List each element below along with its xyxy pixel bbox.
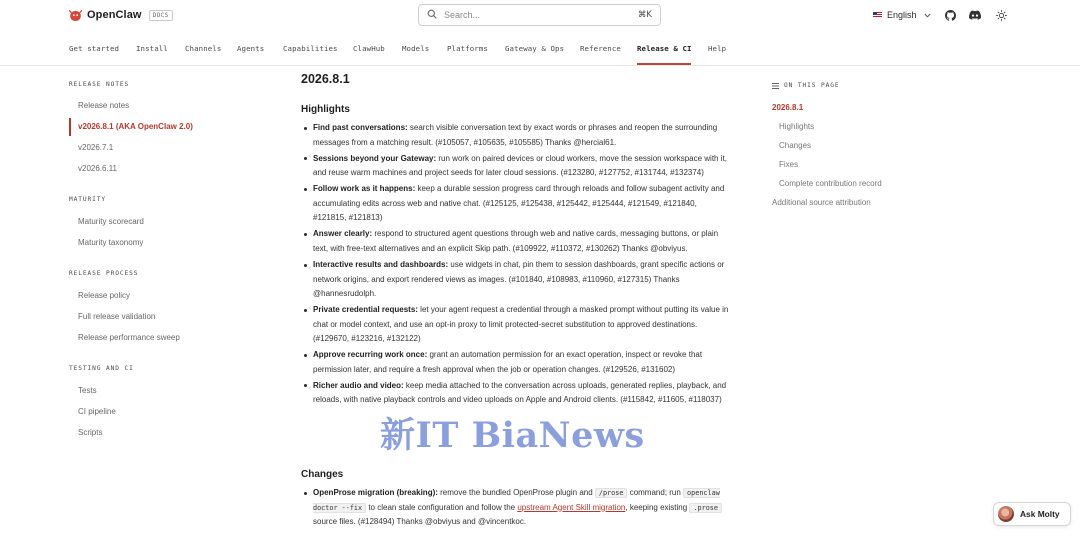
tab-help[interactable]: Help bbox=[708, 44, 727, 53]
list-item: Sessions beyond your Gateway: run work on paired devices or cloud workers, move the session workspace with it, and reuse warm machines and project seeds for later cloud sessions. (#123280, #127752, #131744, #132374) bbox=[301, 152, 731, 181]
toc-item-source-attribution[interactable]: Additional source attribution bbox=[772, 198, 871, 207]
docs-badge: DOCS bbox=[149, 10, 173, 21]
list-item: Richer audio and video: keep media attached to the conversation across uploads, generated replies, playback, and reloads, with native playback controls and video uploads on Apple and Android clients. (#115842, #11605, #118037) bbox=[301, 379, 731, 408]
page-title: 2026.8.1 bbox=[301, 72, 350, 86]
list-item: Answer clearly: respond to structured agent questions through web and native cards, messaging buttons, or plain text, with free-text alternatives and an explicit Skip path. (#109922, #110372, #130262) Thanks @obviyus. bbox=[301, 227, 731, 256]
tab-release-ci[interactable]: Release & CI bbox=[637, 44, 692, 53]
brand-name: OpenClaw bbox=[87, 9, 142, 21]
search-icon bbox=[427, 6, 437, 24]
us-flag-icon bbox=[873, 12, 882, 18]
sidebar-item-full-release-validation[interactable]: Full release validation bbox=[78, 312, 156, 321]
discord-icon[interactable] bbox=[969, 9, 981, 21]
brand-logo[interactable] bbox=[69, 9, 173, 21]
language-label: English bbox=[887, 10, 917, 20]
section-tabs bbox=[0, 31, 1080, 66]
tab-clawhub[interactable]: ClawHub bbox=[353, 44, 385, 53]
inline-code: .prose bbox=[689, 503, 722, 513]
sidebar-item-tests[interactable]: Tests bbox=[78, 386, 97, 395]
highlights-list bbox=[301, 121, 731, 409]
tab-get-started[interactable]: Get started bbox=[69, 44, 120, 53]
tab-install[interactable]: Install bbox=[136, 44, 168, 53]
ask-molty-button[interactable] bbox=[993, 502, 1071, 526]
sidebar-item-v2026-6-11[interactable]: v2026.6.11 bbox=[78, 164, 117, 173]
sidebar-item-release-performance-sweep[interactable]: Release performance sweep bbox=[78, 333, 180, 342]
list-item: Approve recurring work once: grant an automation permission for an exact operation, inspect or revoke that permission later, and require a fresh approval when the job or operation changes. (#129526, #131602) bbox=[301, 348, 731, 377]
sidebar-item-v2026-7-1[interactable]: v2026.7.1 bbox=[78, 143, 114, 152]
top-header bbox=[0, 0, 1080, 31]
sidebar-item-scripts[interactable]: Scripts bbox=[78, 428, 103, 437]
inline-code: openclaw doctor --fix bbox=[313, 489, 720, 512]
changes-heading: Changes bbox=[301, 469, 344, 480]
tab-agents[interactable]: Agents bbox=[237, 44, 265, 53]
tab-reference[interactable]: Reference bbox=[580, 44, 621, 53]
tab-capabilities[interactable]: Capabilities bbox=[283, 44, 338, 53]
inline-code: /prose bbox=[595, 488, 628, 498]
sidebar-heading-release-notes: RELEASE NOTES bbox=[69, 81, 130, 88]
list-icon bbox=[772, 83, 779, 89]
toc-item-highlights[interactable]: Highlights bbox=[779, 122, 815, 131]
watermark: 新IT BiaNews bbox=[380, 415, 645, 456]
list-item: Interactive results and dashboards: use widgets in chat, pin them to session dashboards, grant specific actions or network origins, and export rendered views as images. (#101840, #108983, #110960, #127315) Thanks @hannesrudolph. bbox=[301, 258, 731, 302]
migration-link[interactable]: upstream Agent Skill migration bbox=[517, 502, 626, 512]
sidebar-item-ci-pipeline[interactable]: CI pipeline bbox=[78, 407, 116, 416]
toc-heading: ON THIS PAGE bbox=[772, 82, 840, 89]
toc-item-fixes[interactable]: Fixes bbox=[779, 160, 799, 169]
list-item: OpenProse migration (breaking): remove the bundled OpenProse plugin and /prose command; run openclaw doctor --fix to clean stale configuration and follow the upstream Agent Skill migration, keeping existing .prose source files. (#128494) Thanks @obviyus and @vincentkoc. bbox=[301, 486, 731, 530]
sidebar-item-maturity-scorecard[interactable]: Maturity scorecard bbox=[78, 217, 144, 226]
toc-item-contribution-record[interactable]: Complete contribution record bbox=[779, 179, 882, 188]
main-content bbox=[301, 66, 731, 537]
active-tab-indicator bbox=[637, 63, 691, 65]
tab-channels[interactable]: Channels bbox=[185, 44, 222, 53]
language-selector[interactable] bbox=[873, 10, 931, 20]
list-item: Follow work as it happens: keep a durable session progress card through reloads and follow subagent activity and accumulating edits across web and native chat. (#125125, #125438, #125442, #125444, #121549, #121840, #121815, #121813) bbox=[301, 182, 731, 226]
sidebar-item-release-policy[interactable]: Release policy bbox=[78, 291, 131, 300]
github-icon[interactable] bbox=[944, 9, 956, 21]
changes-list bbox=[301, 486, 731, 531]
sidebar-item-maturity-taxonomy[interactable]: Maturity taxonomy bbox=[78, 238, 144, 247]
sun-icon[interactable] bbox=[995, 9, 1007, 21]
sidebar-heading-maturity: MATURITY bbox=[69, 196, 107, 203]
search-shortcut: ⌘K bbox=[637, 10, 652, 20]
search-input[interactable] bbox=[418, 4, 661, 26]
tab-gateway-ops[interactable]: Gateway & Ops bbox=[505, 44, 565, 53]
active-item-rail bbox=[69, 118, 71, 136]
tab-platforms[interactable]: Platforms bbox=[447, 44, 488, 53]
openclaw-logo-icon bbox=[69, 9, 82, 21]
search-placeholder: Search... bbox=[444, 10, 481, 20]
tab-models[interactable]: Models bbox=[402, 44, 430, 53]
avatar bbox=[998, 506, 1014, 522]
sidebar-heading-testing-ci: TESTING AND CI bbox=[69, 365, 134, 372]
toc-item-version[interactable]: 2026.8.1 bbox=[772, 103, 804, 112]
list-item: Private credential requests: let your agent request a credential through a masked prompt without putting its value in chat or model context, and use an opt-in proxy to limit protected-secret substitution to approved destinations. (#129670, #123216, #132122) bbox=[301, 303, 731, 347]
sidebar-heading-release-process: RELEASE PROCESS bbox=[69, 270, 139, 277]
list-item: Find past conversations: search visible conversation text by exact words or phrases and reopen the surrounding messages from a matching result. (#105057, #105635, #105585) Thanks @hercial61. bbox=[301, 121, 731, 150]
toc-item-changes[interactable]: Changes bbox=[779, 141, 812, 150]
highlights-heading: Highlights bbox=[301, 104, 350, 115]
chevron-down-icon bbox=[924, 10, 931, 20]
sidebar-item-release-notes[interactable]: Release notes bbox=[78, 101, 130, 110]
sidebar-item-v2026-8-1[interactable]: v2026.8.1 (AKA OpenClaw 2.0) bbox=[78, 122, 193, 131]
ask-molty-label: Ask Molty bbox=[1020, 509, 1060, 519]
left-sidebar bbox=[0, 66, 260, 537]
